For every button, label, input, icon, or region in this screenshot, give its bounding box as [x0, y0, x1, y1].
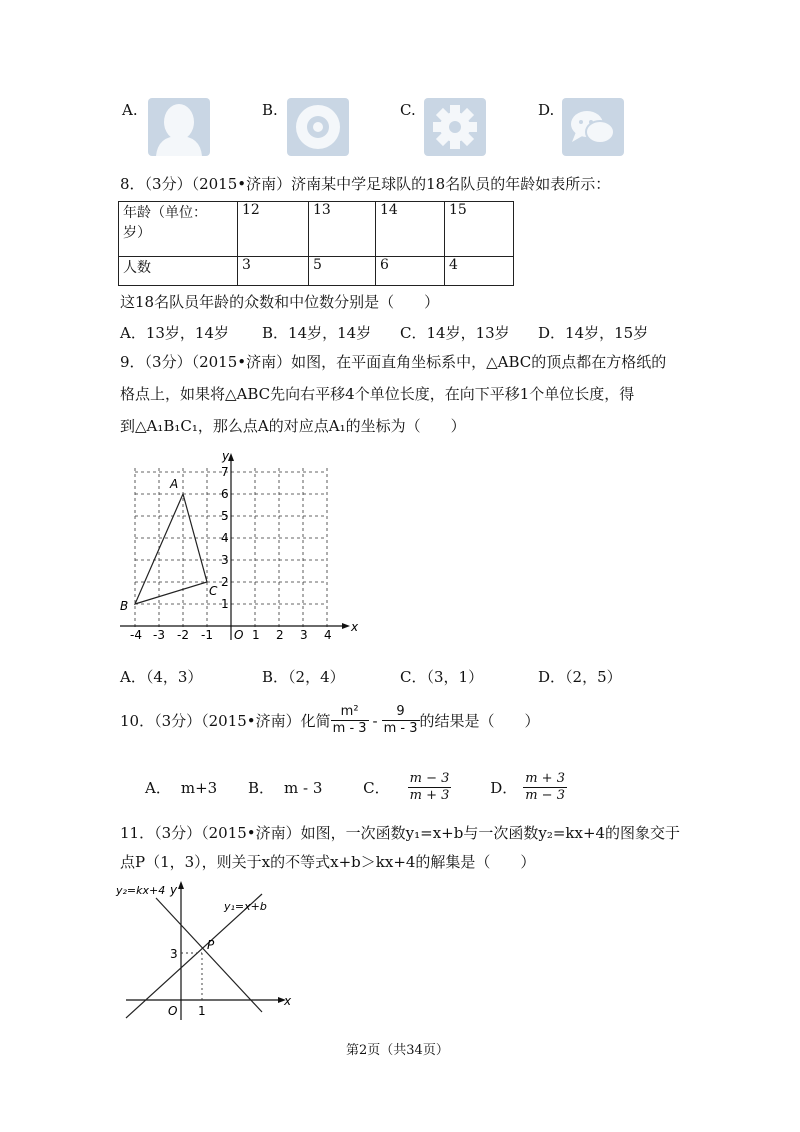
q11-line1: 11．（3分）（2015•济南）如图，一次函数y₁=x+b与一次函数y₂=kx+4的图象交于: [120, 824, 681, 842]
origin-label: O: [234, 628, 244, 642]
q8-option-b: B．14岁，14岁: [262, 324, 372, 342]
y-value-label: 3: [170, 947, 178, 961]
y-tick-label: 6: [221, 487, 229, 501]
q9-option-b: B．（2，4）: [262, 668, 345, 686]
fraction-numerator: m + 3: [525, 771, 565, 786]
age-table: [118, 201, 514, 286]
point-a-label: A: [170, 477, 179, 491]
shutter-ring-icon: [287, 98, 349, 156]
x-tick-label: 4: [324, 628, 332, 642]
q8-option-d: D．14岁，15岁: [538, 324, 649, 342]
age-table-header-line2: 岁）: [123, 225, 151, 241]
fraction-denominator: m + 3: [409, 788, 450, 803]
age-table-header-cell: [119, 202, 238, 257]
y-tick-label: 3: [221, 553, 229, 567]
q10-options: [145, 771, 567, 804]
age-cell: 15: [445, 202, 514, 257]
origin-label: O: [168, 1004, 178, 1018]
y-axis-label: y: [222, 449, 230, 463]
q9-line2: 格点上，如果将△ABC先向右平移4个单位长度，在向下平移1个单位长度，得: [120, 385, 635, 403]
y-tick-label: 5: [221, 509, 229, 523]
q7-option-d-letter: D.: [538, 101, 555, 119]
y-tick-label: 1: [221, 597, 229, 611]
fraction-m-squared: [331, 704, 369, 737]
q7-option-c-letter: C.: [400, 101, 416, 119]
fraction-numerator: m − 3: [409, 771, 450, 786]
count-cell: 4: [445, 257, 514, 286]
x-value-label: 1: [198, 1004, 206, 1018]
q7-option-b-letter: B.: [262, 101, 278, 119]
age-cell: 13: [309, 202, 376, 257]
age-table-header-line1: 年龄（单位：: [123, 205, 207, 221]
q10-option-c-letter: C．: [363, 779, 390, 797]
q10-option-c-fraction: [408, 771, 452, 804]
count-cell: 5: [309, 257, 376, 286]
y-axis-label: y: [170, 883, 178, 897]
x-tick-label: -3: [153, 628, 165, 642]
y2-equation-label: y₂=kx+4: [116, 884, 166, 897]
q9-line3: 到△A₁B₁C₁，那么点A的对应点A₁的坐标为（ ）: [120, 417, 466, 435]
age-cell: 14: [376, 202, 445, 257]
coordinate-grid-figure: [110, 448, 360, 644]
point-b-label: B: [120, 599, 129, 613]
x-tick-label: 2: [276, 628, 284, 642]
fraction-numerator: 9: [382, 704, 420, 721]
count-label-cell: 人数: [119, 257, 238, 286]
linear-functions-figure: [112, 872, 302, 1022]
x-axis-label: x: [351, 620, 359, 634]
y-tick-label: 4: [221, 531, 229, 545]
fraction-denominator: m − 3: [525, 788, 565, 803]
q10-option-a-letter: A．: [145, 779, 171, 797]
x-tick-label: -4: [130, 628, 142, 642]
point-c-label: C: [209, 584, 218, 598]
x-tick-label: 1: [252, 628, 260, 642]
q9-option-c: C．（3，1）: [400, 668, 484, 686]
y-tick-label: 2: [221, 575, 229, 589]
q10-option-d-fraction: [523, 771, 567, 804]
fraction-denominator: m - 3: [383, 721, 418, 736]
chat-bubbles-icon: [562, 98, 624, 156]
y-tick-label: 7: [221, 465, 229, 479]
q10-suffix: 的结果是（ ）: [419, 712, 540, 730]
page-footer: 第2页（共34页）: [346, 1043, 449, 1058]
minus-sign: -: [372, 711, 378, 730]
q9-option-a: A．（4，3）: [120, 668, 203, 686]
q10-prefix: 10．（3分）（2015•济南）化简: [120, 712, 331, 730]
portrait-silhouette-icon: [148, 98, 210, 156]
q11-line2: 点P（1，3），则关于x的不等式x+b＞kx+4的解集是（ ）: [120, 853, 536, 871]
y1-equation-label: y₁=x+b: [224, 900, 267, 913]
fraction-denominator: m - 3: [332, 721, 367, 736]
point-p-label: P: [207, 938, 215, 952]
q10-stem: [120, 704, 540, 737]
q7-option-a-letter: A.: [122, 101, 138, 119]
q10-option-b-letter: B．: [247, 779, 274, 797]
q10-option-b-text: m - 3: [284, 778, 323, 797]
q8-stem: 8．（3分）（2015•济南）济南某中学足球队的18名队员的年龄如表所示：: [120, 175, 611, 193]
gear-icon: [424, 98, 486, 156]
q8-option-c: C．14岁，13岁: [400, 324, 510, 342]
q9-line1: 9．（3分）（2015•济南）如图，在平面直角坐标系中，△ABC的顶点都在方格纸的: [120, 353, 667, 371]
q9-option-d: D．（2，5）: [538, 668, 622, 686]
x-axis-label: x: [284, 994, 292, 1008]
x-tick-label: 3: [300, 628, 308, 642]
q10-option-d-letter: D．: [490, 779, 518, 797]
q8-option-a: A．13岁，14岁: [120, 324, 230, 342]
age-cell: 12: [238, 202, 309, 257]
fraction-nine: [382, 704, 420, 737]
count-cell: 6: [376, 257, 445, 286]
q10-option-a-text: m+3: [180, 778, 218, 797]
fraction-numerator: m²: [331, 704, 369, 721]
count-cell: 3: [238, 257, 309, 286]
x-tick-label: -1: [201, 628, 213, 642]
q8-question: 这18名队员年龄的众数和中位数分别是（ ）: [120, 293, 440, 311]
x-tick-label: -2: [177, 628, 189, 642]
